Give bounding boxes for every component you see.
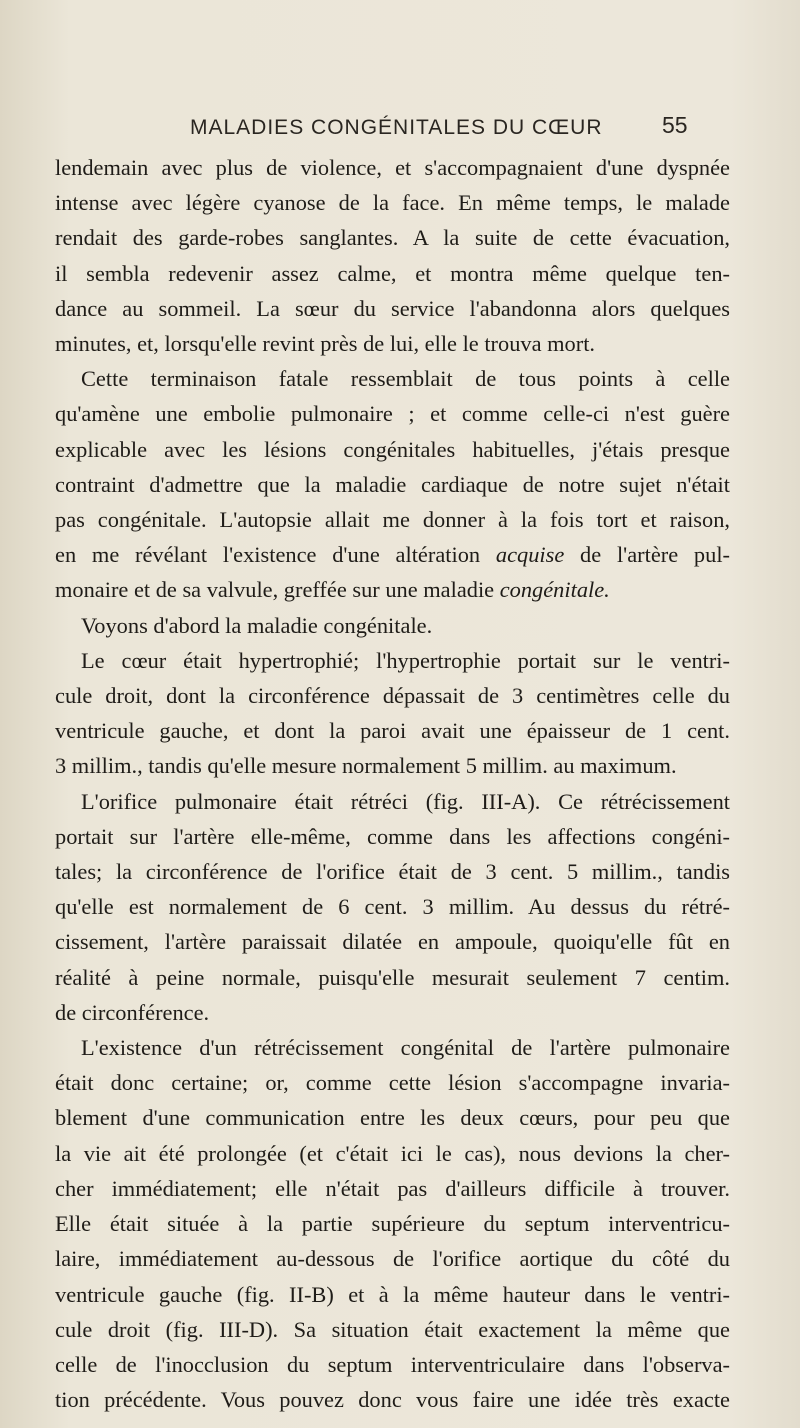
text-line: L'existence d'un rétrécissement congénital de l'artère pulmonaire bbox=[81, 1035, 730, 1061]
italic-term: congénitale. bbox=[499, 577, 610, 603]
text-line: celle de l'inocclusion du septum interventriculaire dans l'observa- bbox=[55, 1351, 730, 1377]
text-line: explicable avec les lésions congénitales habituelles, j'étais presque bbox=[55, 436, 730, 462]
text-line: Elle était située à la partie supérieure du septum interventricu- bbox=[55, 1211, 730, 1237]
text-line: Voyons d'abord la maladie congénitale. bbox=[81, 612, 433, 638]
paragraph-5 bbox=[55, 1030, 730, 1417]
text-line: qu'elle est normalement de 6 cent. 3 millim. Au dessus du rétré- bbox=[55, 894, 730, 920]
text-line: cule droit (fig. III-D). Sa situation était exactement la même que bbox=[55, 1316, 730, 1342]
text-line: tales; la circonférence de l'orifice était de 3 cent. 5 millim., tandis bbox=[55, 859, 730, 885]
running-head: MALADIES CONGÉNITALES DU CŒUR bbox=[190, 116, 603, 139]
text-line: était donc certaine; or, comme cette lésion s'accompagne invaria- bbox=[55, 1070, 730, 1096]
text-fragment: monaire et de sa valvule, greffée sur une maladie bbox=[55, 577, 500, 603]
text-line: lendemain avec plus de violence, et s'accompagnaient d'une dyspnée bbox=[55, 155, 730, 180]
text-line: la vie ait été prolongée (et c'était ici le cas), nous devions la cher- bbox=[55, 1140, 730, 1166]
text-line: réalité à peine normale, puisqu'elle mesurait seulement 7 centim. bbox=[55, 964, 730, 990]
text-line: tion précédente. Vous pouvez donc vous faire une idée très exacte bbox=[55, 1387, 730, 1413]
text-line: Le cœur était hypertrophié; l'hypertrophie portait sur le ventri- bbox=[81, 647, 730, 673]
text-line: dance au sommeil. La sœur du service l'abandonna alors quelques bbox=[55, 295, 730, 321]
text-line: de circonférence. bbox=[55, 999, 210, 1025]
text-line: il sembla redevenir assez calme, et montra même quelque ten- bbox=[55, 260, 730, 286]
text-line: rendait des garde-robes sanglantes. A la suite de cette évacuation, bbox=[55, 225, 730, 251]
text-line: Cette terminaison fatale ressemblait de tous points à celle bbox=[81, 366, 730, 392]
paragraph-2 bbox=[55, 361, 730, 643]
text-line: blement d'une communication entre les deux cœurs, pour peu que bbox=[55, 1105, 730, 1131]
text-line: qu'amène une embolie pulmonaire ; et comme celle-ci n'est guère bbox=[55, 401, 730, 427]
text-line: cule droit, dont la circonférence dépassait de 3 centimètres celle du bbox=[55, 683, 730, 709]
text-fragment: en me révélant l'existence d'une altération bbox=[55, 542, 496, 568]
text-line: minutes, et, lorsqu'elle revint près de lui, elle le trouva mort. bbox=[55, 331, 596, 357]
text-line: pas congénitale. L'autopsie allait me donner à la fois tort et raison, bbox=[55, 507, 730, 533]
text-line: cissement, l'artère paraissait dilatée en ampoule, quoiqu'elle fût en bbox=[55, 929, 730, 955]
text-line: ventricule gauche, et dont la paroi avait une épaisseur de 1 cent. bbox=[55, 718, 730, 744]
paragraph-1 bbox=[55, 150, 730, 361]
text-line bbox=[55, 537, 730, 572]
text-line: portait sur l'artère elle-même, comme dans les affections congéni- bbox=[55, 823, 730, 849]
text-fragment: de l'artère pul- bbox=[564, 542, 730, 568]
text-line: cher immédiatement; elle n'était pas d'ailleurs difficile à trouver. bbox=[55, 1175, 730, 1201]
body-text bbox=[55, 150, 730, 1417]
page-number: 55 bbox=[662, 112, 688, 138]
text-line: laire, immédiatement au-dessous de l'orifice aortique du côté du bbox=[55, 1246, 730, 1272]
text-line: intense avec légère cyanose de la face. En même temps, le malade bbox=[55, 190, 730, 216]
text-line: 3 millim., tandis qu'elle mesure normalement 5 millim. au maximum. bbox=[55, 753, 677, 779]
paragraph-4 bbox=[55, 784, 730, 1030]
paragraph-3 bbox=[55, 643, 730, 784]
text-line bbox=[55, 572, 730, 607]
text-line: contraint d'admettre que la maladie cardiaque de notre sujet n'était bbox=[55, 471, 730, 497]
text-line: L'orifice pulmonaire était rétréci (fig. III-A). Ce rétrécissement bbox=[81, 788, 730, 814]
italic-term: acquise bbox=[495, 542, 565, 568]
text-line: ventricule gauche (fig. II-B) et à la même hauteur dans le ventri- bbox=[55, 1281, 730, 1307]
